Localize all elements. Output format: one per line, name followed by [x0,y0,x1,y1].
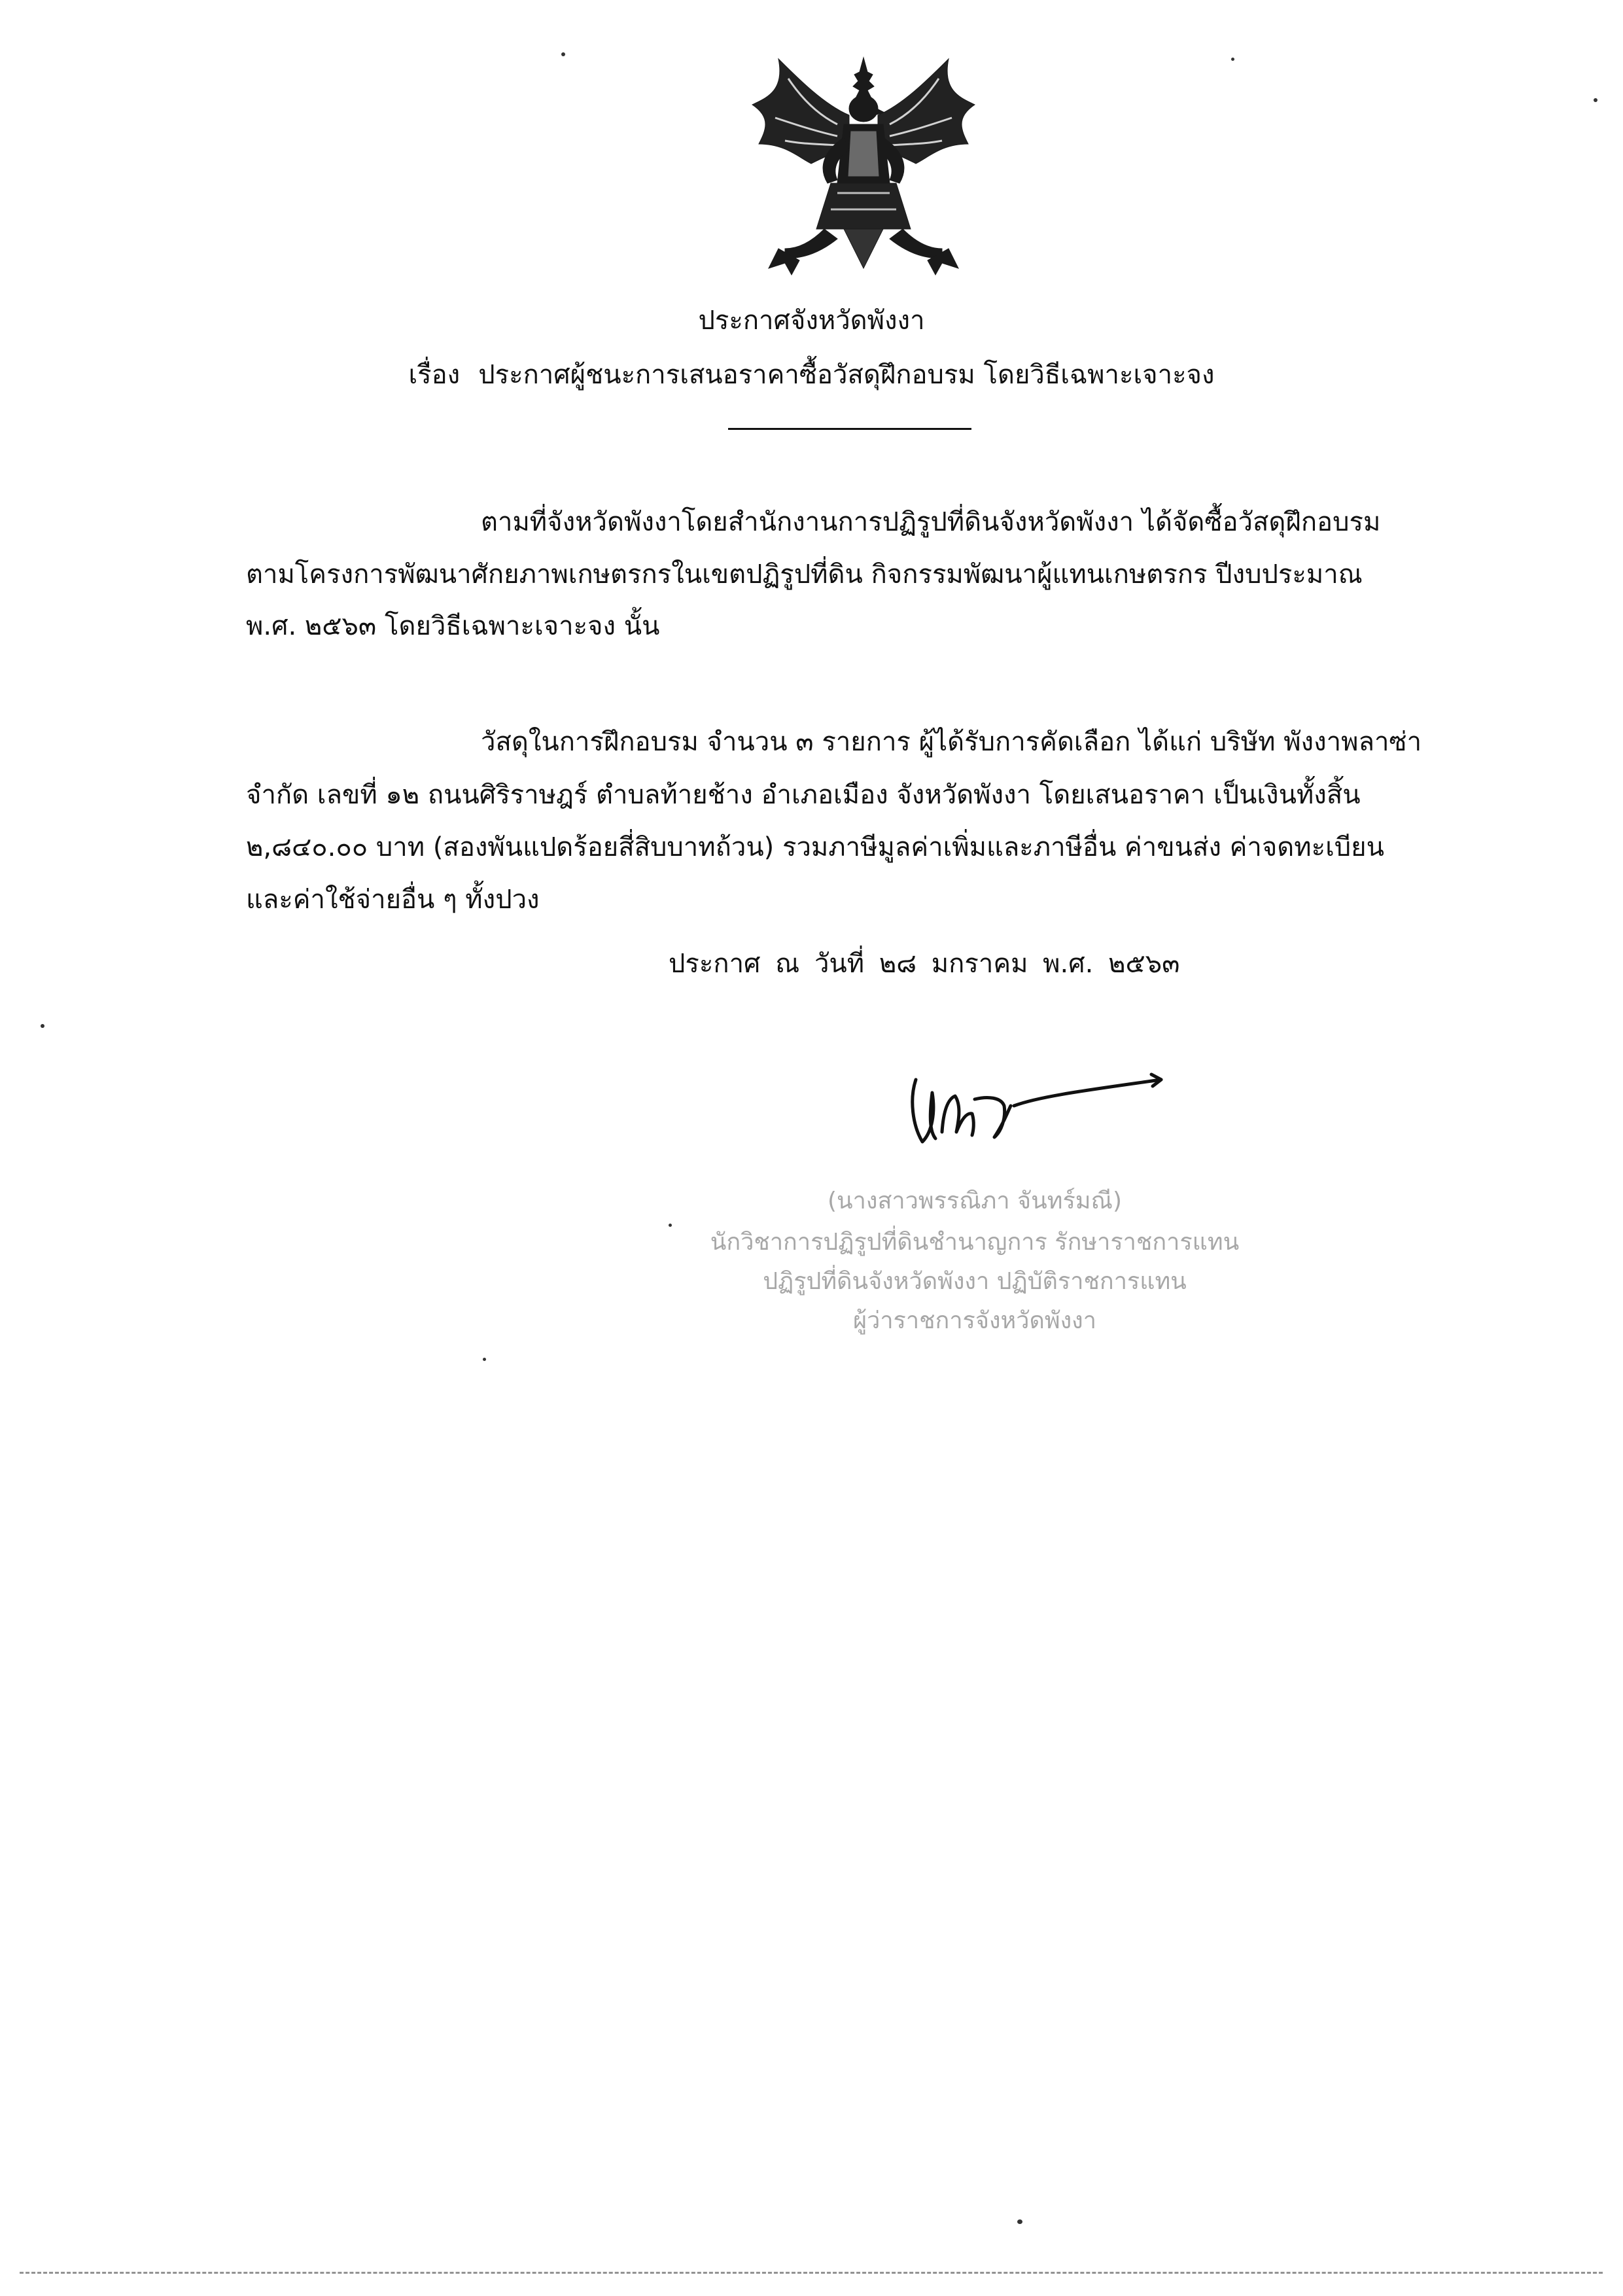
paragraph2-line3: ๒,๘๔๐.๐๐ บาท (สองพันแปดร้อยสี่สิบบาทถ้วน) รวมภาษีมูลค่าเพิ่มและภาษีอื่น ค่าขนส่ง ค่าจดทะเบียน [246,832,1384,862]
signatory-position-line2: ปฏิรูปที่ดินจังหวัดพังงา ปฏิบัติราชการแทน [763,1268,1187,1295]
title-divider [728,428,971,430]
scan-speck [483,1358,486,1361]
announcement-date: ประกาศ ณ วันที่ ๒๘ มกราคม พ.ศ. ๒๕๖๓ [669,949,1180,979]
paragraph2-line1: วัสดุในการฝึกอบรม จำนวน ๓ รายการ ผู้ได้รับการคัดเลือก ได้แก่ บริษัท พังงาพลาซ่า [481,727,1422,757]
subject-label: เรื่อง [408,360,461,390]
handwritten-signature-icon [896,1060,1171,1158]
scan-speck [41,1024,44,1028]
signatory-position-line3: ผู้ว่าราชการจังหวัดพังงา [853,1307,1096,1334]
paragraph1-line1: ตามที่จังหวัดพังงาโดยสำนักงานการปฏิรูปที่ดินจังหวัดพังงา ได้จัดซื้อวัสดุฝึกอบรม [481,507,1381,537]
scan-edge-line [20,2272,1603,2274]
announcement-subject [0,357,1623,393]
subject-text: ประกาศผู้ชนะการเสนอราคาซื้อวัสดุฝึกอบรม โดยวิธีเฉพาะเจาะจง [478,360,1215,390]
paragraph1-line2: ตามโครงการพัฒนาศักยภาพเกษตรกรในเขตปฏิรูปที่ดิน กิจกรรมพัฒนาผู้แทนเกษตรกร ปีงบประมาณ [246,559,1363,590]
signatory-name: (นางสาวพรรณิภา จันทร์มณี) [828,1188,1122,1214]
signatory-position-line1: นักวิชาการปฏิรูปที่ดินชำนาญการ รักษาราชการแทน [710,1229,1240,1256]
scan-speck [669,1224,672,1227]
garuda-emblem-icon [739,52,988,288]
paragraph1-line3: พ.ศ. ๒๕๖๓ โดยวิธีเฉพาะเจาะจง นั้น [246,611,660,641]
paragraph2-line4: และค่าใช้จ่ายอื่น ๆ ทั้งปวง [246,885,540,915]
scan-speck [1017,2219,1022,2224]
scan-speck [1231,58,1234,61]
scan-speck [561,52,565,56]
scan-speck [1594,98,1597,102]
announcement-title: ประกาศจังหวัดพังงา [698,306,925,336]
paragraph2-line2: จำกัด เลขที่ ๑๒ ถนนศิริราษฎร์ ตำบลท้ายช้าง อำเภอเมือง จังหวัดพังงา โดยเสนอราคา เป็นเงินทั้งสิ้น [246,780,1361,810]
